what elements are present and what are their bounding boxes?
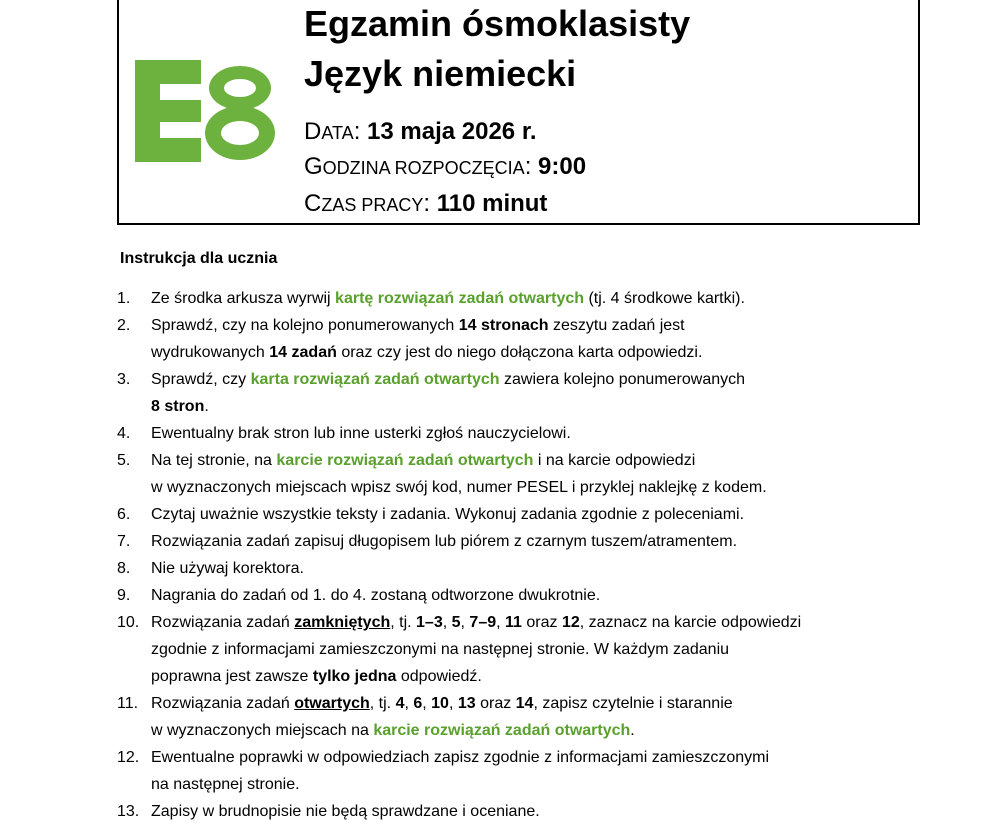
instruction-text: Sprawdź, czy [151,371,251,388]
duration-label-rest: ZAS PRACY [321,195,424,215]
instruction-text: Sprawdź, czy na kolejno ponumerowanych [151,317,459,334]
logo-8-bottom-hole [221,121,259,145]
instruction-text: . [204,398,209,415]
start-label-rest: ODZINA ROZPOCZĘCIA [322,158,525,178]
instruction-text: poprawna jest zawsze [151,668,313,685]
exam-title: Egzamin ósmoklasisty [304,3,691,44]
date-value: 13 maja 2026 r. [367,118,537,145]
logo-e-block [135,60,201,162]
instruction-item [117,555,917,582]
instruction-text: , tj. [390,614,417,631]
date-label-cap: D [304,118,322,145]
instruction-text: oraz [475,695,516,712]
instruction-text: Rozwiązania zadań zapisuj długopisem lub piórem z czarnym tuszem/atramentem. [151,533,738,550]
start-sep: : [524,153,539,180]
instruction-text: , [442,614,452,631]
logo-8-top-hole [224,79,256,97]
instruction-number: 5. [117,452,131,469]
instruction-text: , [496,614,506,631]
instruction-number: 13. [117,803,140,820]
exam-subject: Język niemiecki [304,53,577,94]
instruction-highlight: karta rozwiązań zadań otwartych [250,371,500,388]
instruction-number: 3. [117,371,131,388]
instruction-highlight: kartę rozwiązań zadań otwartych [335,290,585,307]
instruction-text: zeszytu zadań jest [548,317,685,334]
instruction-text: Czytaj uważnie wszystkie teksty i zadania. Wykonuj zadania zgodnie z poleceniami. [151,506,745,523]
instruction-text: Na tej stronie, na [151,452,277,469]
instruction-item [117,501,917,528]
instruction-text: oraz czy jest do niego dołączona karta odpowiedzi. [336,344,703,361]
instruction-text: Rozwiązania zadań [151,614,295,631]
instruction-text: Ewentualne poprawki w odpowiedziach zapisz zgodnie z informacjami zamieszczonymi [151,749,770,766]
exam-date-row [304,117,537,148]
exam-duration-row [304,189,547,220]
instruction-item [117,447,917,501]
instruction-number: 7. [117,533,131,550]
task-number: 6 [413,695,423,712]
instruction-text: (tj. 4 środkowe kartki). [584,290,745,307]
logo-e-gap-upper [160,84,201,100]
exam-start-row [304,152,586,183]
task-number: 13 [457,695,476,712]
instruction-number: 10. [117,614,140,631]
task-number: 7–9 [469,614,497,631]
date-label-rest: ATA [321,123,354,143]
instruction-item [117,420,917,447]
instruction-underlined: zamkniętych [294,614,391,631]
instruction-text: , zapisz czytelnie i starannie [533,695,733,712]
instruction-text: Ewentualny brak stron lub inne usterki zgłoś nauczycielowi. [151,425,571,442]
instruction-text: , [448,695,458,712]
instruction-highlight: karcie rozwiązań zadań otwartych [373,722,631,739]
instructions-list [117,285,917,825]
instruction-text: w wyznaczonych miejscach na [151,722,374,739]
instruction-text: zgodnie z informacjami zamieszczonymi na następnej stronie. W każdym zadaniu [151,641,730,658]
instruction-text: odpowiedź. [396,668,482,685]
instruction-text: i na karcie odpowiedzi [533,452,696,469]
instruction-number: 1. [117,290,131,307]
instruction-text: Nagrania do zadań od 1. do 4. zostaną odtworzone dwukrotnie. [151,587,601,604]
instruction-text: Nie używaj korektora. [151,560,304,577]
task-number: 5 [451,614,461,631]
duration-sep: : [423,190,437,217]
instruction-text: w wyznaczonych miejscach wpisz swój kod, numer PESEL i przyklej naklejkę z kodem. [151,479,767,496]
instruction-number: 6. [117,506,131,523]
instruction-number: 12. [117,749,140,766]
instruction-text: wydrukowanych [151,344,270,361]
task-number: 12 [561,614,580,631]
instruction-number: 11. [117,695,139,712]
instruction-item [117,744,917,798]
instruction-text: Rozwiązania zadań [151,695,295,712]
instruction-number: 4. [117,425,131,442]
instruction-bold: 14 zadań [269,344,337,361]
instruction-text: , [404,695,414,712]
instruction-number: 9. [117,587,131,604]
instruction-text: , tj. [369,695,396,712]
instruction-item [117,528,917,555]
instruction-bold: tylko jedna [312,668,397,685]
instruction-number: 8. [117,560,131,577]
instruction-text: Zapisy w brudnopisie nie będą sprawdzane i oceniane. [151,803,540,820]
instruction-bold: 14 stronach [458,317,549,334]
instruction-item [117,366,917,420]
instruction-underlined: otwartych [294,695,370,712]
date-sep: : [353,118,368,145]
instruction-item [117,690,917,744]
instruction-item [117,285,917,312]
task-number: 4 [395,695,405,712]
instruction-bold: 8 stron [151,398,205,415]
instruction-number: 2. [117,317,131,334]
e8-logo [135,60,277,162]
instruction-text: oraz [521,614,562,631]
logo-e-gap-lower [160,122,201,138]
instruction-text: , [422,695,432,712]
instruction-item [117,312,917,366]
instruction-highlight: karcie rozwiązań zadań otwartych [276,452,534,469]
instruction-text: zawiera kolejno ponumerowanych [499,371,746,388]
instruction-text: , zaznacz na karcie odpowiedzi [579,614,802,631]
duration-label-cap: C [304,190,322,217]
task-number: 11 [505,614,522,631]
start-label-cap: G [304,153,323,180]
start-value: 9:00 [538,153,587,180]
instruction-text: , [460,614,470,631]
instructions-heading: Instrukcja dla ucznia [120,250,278,267]
task-number: 10 [431,695,449,712]
duration-value: 110 minut [436,190,548,217]
task-number: 14 [515,695,534,712]
instruction-item [117,582,917,609]
instruction-text: Ze środka arkusza wyrwij [151,290,336,307]
instruction-item [117,798,917,825]
instruction-item [117,609,917,690]
task-number: 1–3 [416,614,443,631]
instruction-text: na następnej stronie. [151,776,300,793]
instruction-text: . [630,722,635,739]
